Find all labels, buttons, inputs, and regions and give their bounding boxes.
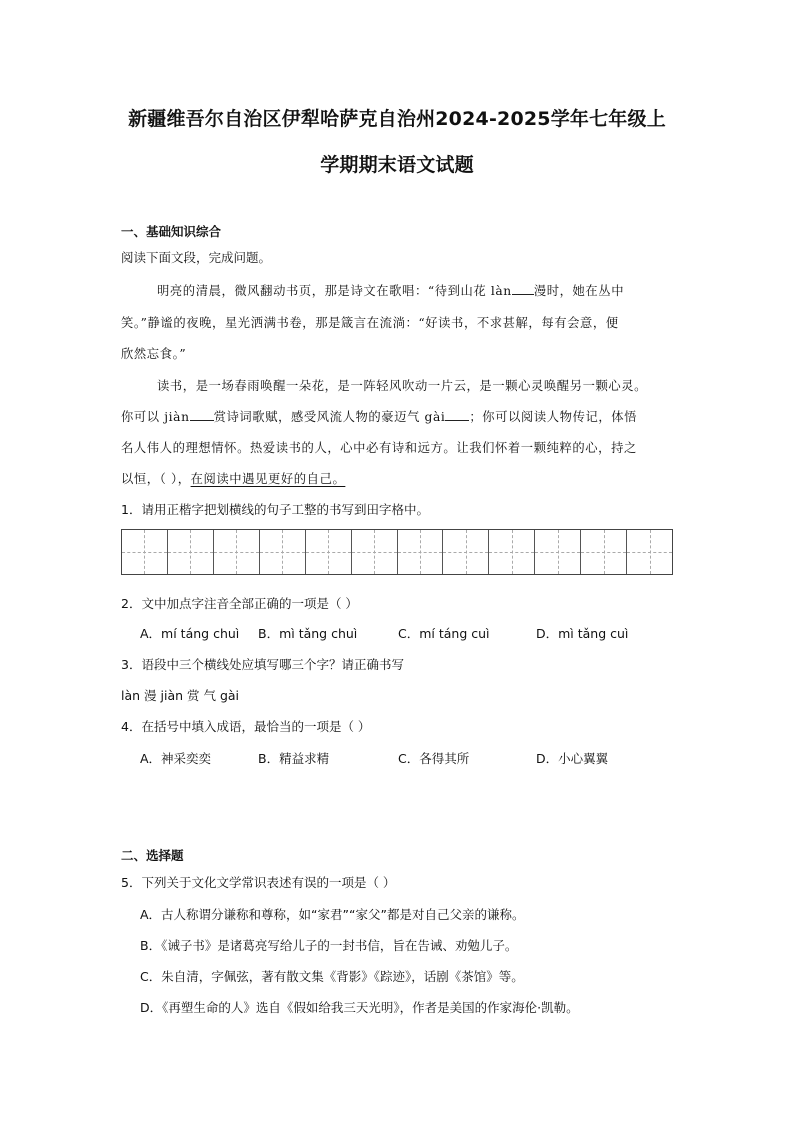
passage-text: 漫时，她在丛中 — [533, 284, 625, 298]
question-1: 1．请用正楷字把划横线的句子工整的书写到田字格中。 — [121, 502, 429, 517]
passage-line — [121, 407, 637, 425]
section-heading-basic-knowledge: 一、基础知识综合 — [121, 224, 222, 239]
fill-blank[interactable] — [512, 283, 534, 295]
q4-option-c[interactable]: C．各得其所 — [398, 751, 470, 766]
passage-text: 以恒，（ ）， — [121, 472, 191, 486]
q2-option-d[interactable]: D．mì tǎng cuì — [536, 626, 629, 641]
grid-cell[interactable] — [214, 530, 260, 574]
q5-option-a[interactable]: A．古人称谓分谦称和尊称，如“家君”“家父”都是对自己父亲的谦称。 — [140, 907, 525, 922]
passage-line — [157, 281, 624, 299]
question-5: 5．下列关于文化文学常识表述有误的一项是（ ） — [121, 875, 396, 890]
q5-option-c[interactable]: C．朱自清，字佩弦，著有散文集《背影》《踪迹》，话剧《茶馆》等。 — [140, 969, 524, 984]
question-3: 3．语段中三个横线处应填写哪三个字？请正确书写 — [121, 657, 404, 672]
grid-cell[interactable] — [306, 530, 352, 574]
q5-option-b[interactable]: B．《诫子书》是诸葛亮写给儿子的一封书信，旨在告诫、劝勉儿子。 — [140, 938, 518, 953]
question-2: 2．文中加点字注音全部正确的一项是（ ） — [121, 596, 358, 611]
question-4: 4．在括号中填入成语，最恰当的一项是（ ） — [121, 719, 371, 734]
fill-blank[interactable] — [445, 409, 469, 421]
section-heading-choice: 二、选择题 — [121, 848, 184, 863]
grid-cell[interactable] — [352, 530, 398, 574]
passage-text: 你可以 jiàn — [121, 410, 190, 424]
q5-option-d[interactable]: D．《再塑生命的人》选自《假如给我三天光明》，作者是美国的作家海伦·凯勒。 — [140, 1000, 579, 1015]
grid-cell[interactable] — [489, 530, 535, 574]
grid-cell[interactable] — [535, 530, 581, 574]
question-3-answer: làn 漫 jiàn 赏 气 gài — [121, 688, 240, 703]
q2-option-b[interactable]: B．mì tǎng chuì — [258, 626, 358, 641]
passage-line: 欣然忘食。” — [121, 347, 187, 361]
q4-option-a[interactable]: A．神采奕奕 — [140, 751, 212, 766]
q2-option-a[interactable]: A．mí táng chuì — [140, 626, 240, 641]
passage-line: 笑。”静谧的夜晚，星光洒满书卷，那是箴言在流淌：“好读书，不求甚解，每有会意，便 — [121, 316, 619, 330]
passage-intro: 阅读下面文段，完成问题。 — [121, 250, 272, 265]
passage-text: ；你可以阅读人物传记，体悟 — [469, 410, 638, 424]
passage-line: 名人伟人的理想情怀。热爱读书的人，心中必有诗和远方。让我们怀着一颗纯粹的心，持之 — [121, 441, 637, 455]
q4-option-b[interactable]: B．精益求精 — [258, 751, 330, 766]
passage-text: 赏诗词歌赋，感受风流人物的豪迈气 gài — [213, 410, 446, 424]
passage-line — [121, 469, 345, 487]
q2-option-c[interactable]: C．mí táng cuì — [398, 626, 490, 641]
fill-blank[interactable] — [190, 409, 214, 421]
page-title-line2: 学期期末语文试题 — [320, 154, 474, 176]
grid-cell[interactable] — [581, 530, 627, 574]
underlined-sentence: 在阅读中遇见更好的自己。 — [190, 472, 346, 486]
grid-cell[interactable] — [260, 530, 306, 574]
grid-cell[interactable] — [398, 530, 444, 574]
passage-text: 明亮的清晨，微风翻动书页，那是诗文在歌唱：“待到山花 làn — [157, 284, 512, 298]
tianzige-writing-grid[interactable] — [121, 529, 673, 575]
grid-cell[interactable] — [627, 530, 672, 574]
grid-cell[interactable] — [122, 530, 168, 574]
grid-cell[interactable] — [443, 530, 489, 574]
grid-cell[interactable] — [168, 530, 214, 574]
page-title-line1: 新疆维吾尔自治区伊犁哈萨克自治州2024-2025学年七年级上 — [128, 108, 666, 130]
q4-option-d[interactable]: D．小心翼翼 — [536, 751, 609, 766]
passage-line: 读书，是一场春雨唤醒一朵花，是一阵轻风吹动一片云，是一颗心灵唤醒另一颗心灵。 — [157, 379, 648, 393]
